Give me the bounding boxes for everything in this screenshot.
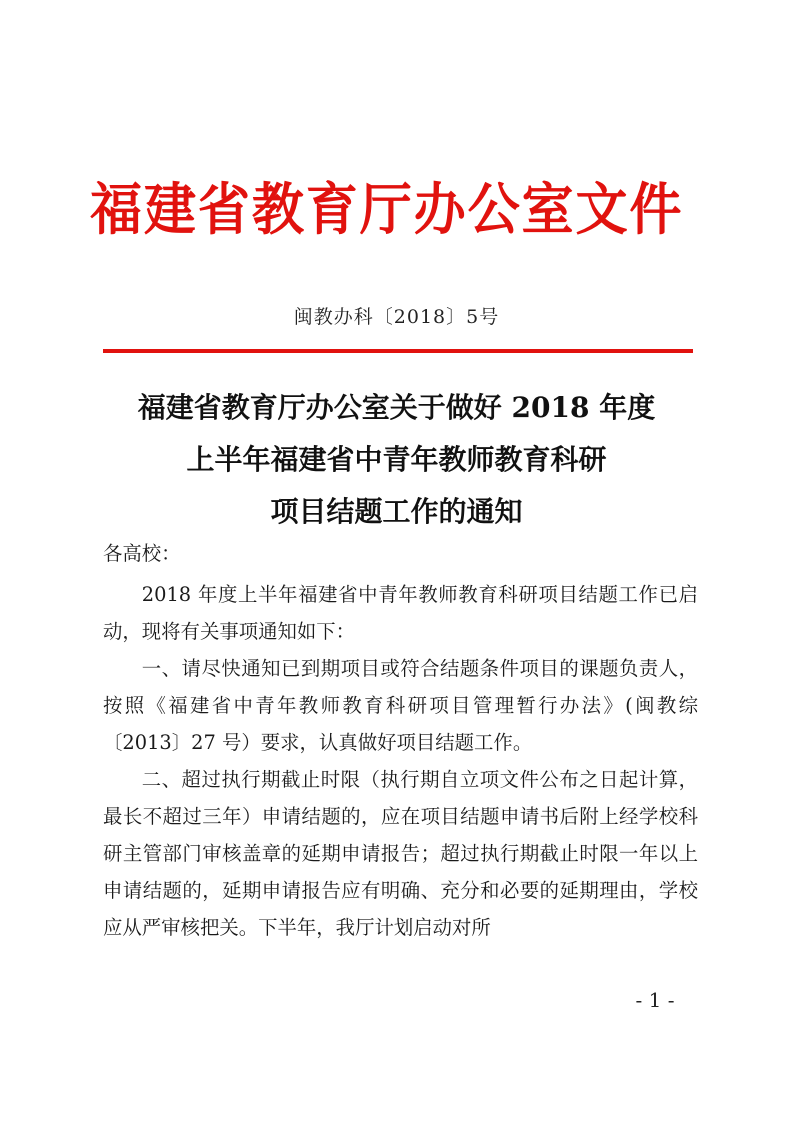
paragraph-intro: 2018 年度上半年福建省中青年教师教育科研项目结题工作已启动，现将有关事项通知如下：	[103, 583, 698, 643]
notice-title-line-3: 项目结题工作的通知	[270, 495, 523, 528]
salutation: 各高校：	[103, 542, 181, 565]
red-separator-line	[103, 349, 693, 353]
paragraph-item-1: 一、请尽快通知已到期项目或符合结题条件项目的课题负责人，按照《福建省中青年教师教育科研项目管理暂行办法》(闽教综〔2013〕27 号）要求，认真做好项目结题工作。	[103, 657, 698, 754]
issuer-header-title: 福建省教育厅办公室文件	[90, 178, 684, 243]
notice-title-line-1: 福建省教育厅办公室关于做好 2018 年度	[137, 391, 656, 424]
page-number: - 1 -	[635, 988, 675, 1012]
document-number: 闽教办科〔2018〕5号	[293, 306, 500, 328]
paragraph-item-2: 二、超过执行期截止时限（执行期自立项文件公布之日起计算，最长不超过三年）申请结题的，应在项目结题申请书后附上经学校科研主管部门审核盖章的延期申请报告；超过执行期截止时限一年以上申请结题的，延期申请报告应有明确、充分和必要的延期理由，学校应从严审核把关。下半年，我厅计划启动对所	[103, 768, 698, 939]
notice-title-line-2: 上半年福建省中青年教师教育科研	[186, 443, 607, 476]
